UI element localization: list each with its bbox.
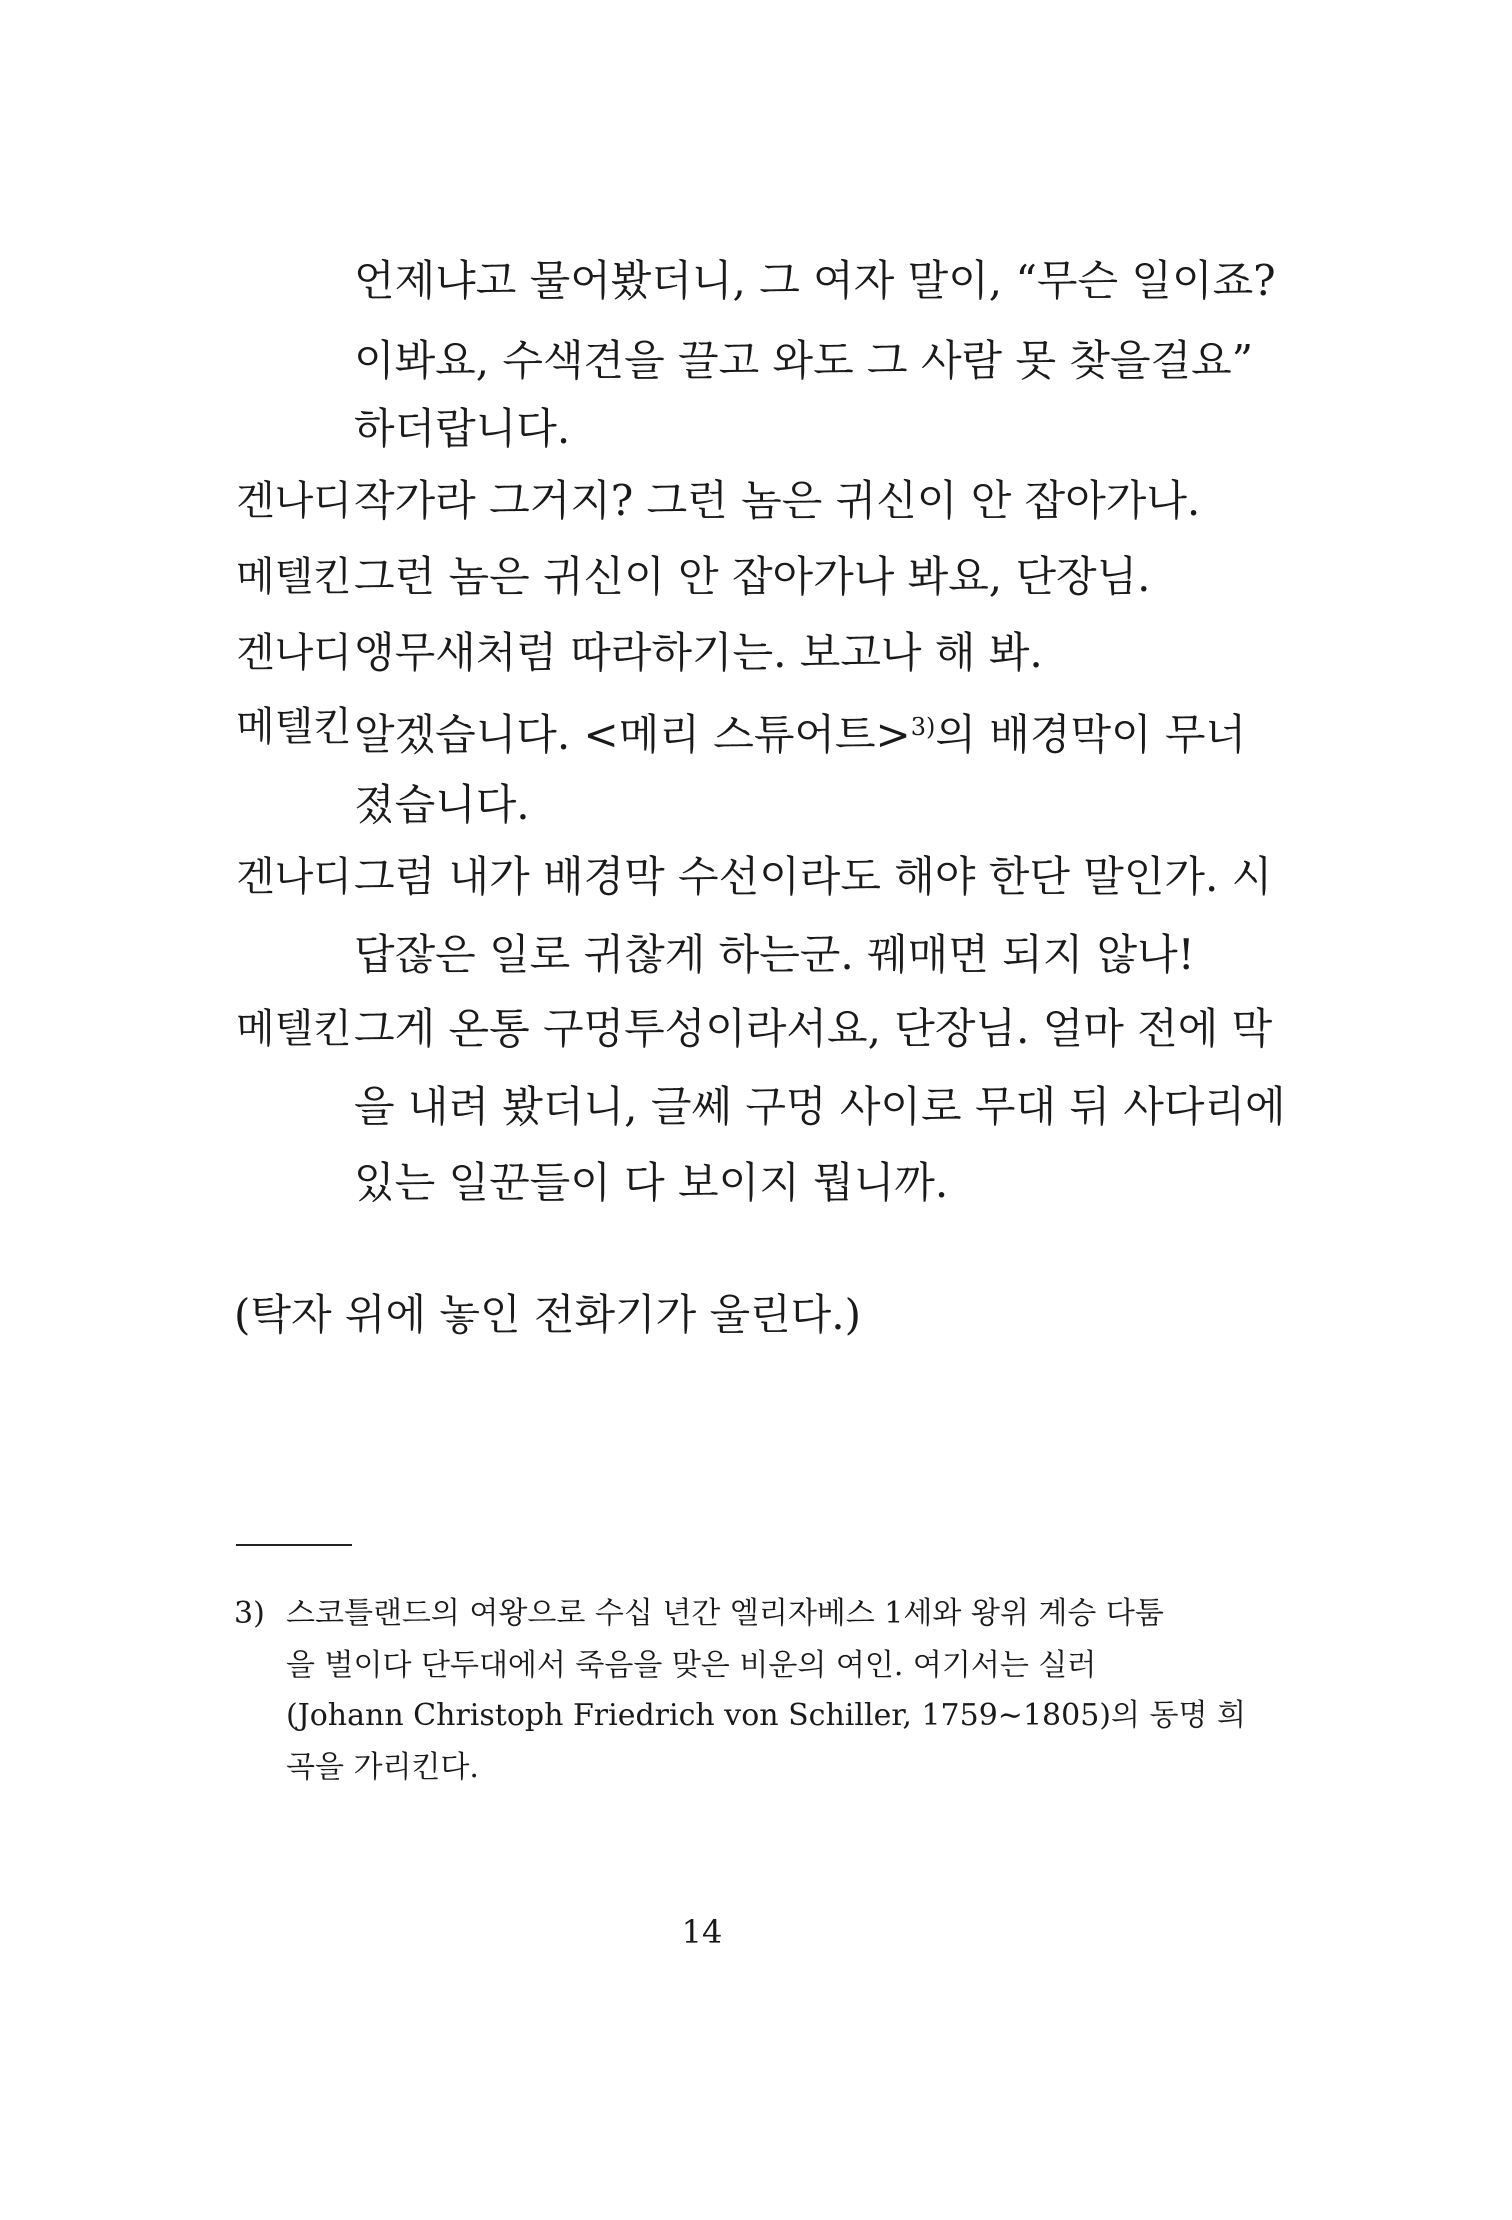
stage-direction: (탁자 위에 놓인 전화기가 울린다.) — [234, 1290, 861, 1339]
speech-line: 그런 놈은 귀신이 안 잡아가나 봐요, 단장님. — [354, 552, 1151, 601]
speaker-name: 겐나디 — [236, 478, 352, 524]
speech-line: 하더랍니다. — [354, 404, 571, 453]
speech-line: 언제냐고 물어봤더니, 그 여자 말이, “무슨 일이죠? — [354, 256, 1276, 305]
speech-line: 앵무새처럼 따라하기는. 보고나 해 봐. — [354, 628, 1043, 677]
speech-line: 답잖은 일로 귀찮게 하는군. 꿰매면 되지 않나! — [354, 930, 1195, 979]
footnote-line: 을 벌이다 단두대에서 죽음을 맞은 비운의 여인. 여기서는 실러 — [286, 1648, 1097, 1683]
speaker-name: 메텔킨 — [236, 554, 352, 600]
speaker-name: 겐나디 — [236, 854, 352, 900]
speech-line: 작가라 그거지? 그런 놈은 귀신이 안 잡아가나. — [354, 476, 1201, 525]
speech-line: 그게 온통 구멍투성이라서요, 단장님. 얼마 전에 막 — [354, 1004, 1273, 1053]
speaker-name: 겐나디 — [236, 630, 352, 676]
footnote-separator — [236, 1544, 352, 1546]
footnote-marker: 3) — [234, 1596, 265, 1631]
speech-line: 졌습니다. — [354, 780, 530, 829]
footnote-reference: 3) — [910, 713, 936, 741]
page-number: 14 — [681, 1913, 723, 1951]
speech-text: 의 배경막이 무너 — [935, 710, 1247, 759]
speaker-name: 메텔킨 — [236, 1006, 352, 1052]
footnote-line: 스코틀랜드의 여왕으로 수십 년간 엘리자베스 1세와 왕위 계승 다툼 — [286, 1596, 1164, 1631]
footnote-line: 곡을 가리킨다. — [286, 1750, 479, 1785]
speech-line: 그럼 내가 배경막 수선이라도 해야 한단 말인가. 시 — [354, 852, 1273, 901]
speech-line: 을 내려 봤더니, 글쎄 구멍 사이로 무대 뒤 사다리에 — [354, 1082, 1286, 1131]
speech-line — [354, 702, 1246, 760]
speaker-name: 메텔킨 — [236, 704, 352, 750]
speech-line: 있는 일꾼들이 다 보이지 뭡니까. — [354, 1158, 949, 1207]
speech-text: 알겠습니다. <메리 스튜어트> — [354, 710, 911, 759]
speech-line: 이봐요, 수색견을 끌고 와도 그 사람 못 찾을걸요” — [354, 336, 1254, 385]
footnote-line: (Johann Christoph Friedrich von Schiller, 1759∼1805)의 동명 희 — [286, 1698, 1246, 1733]
